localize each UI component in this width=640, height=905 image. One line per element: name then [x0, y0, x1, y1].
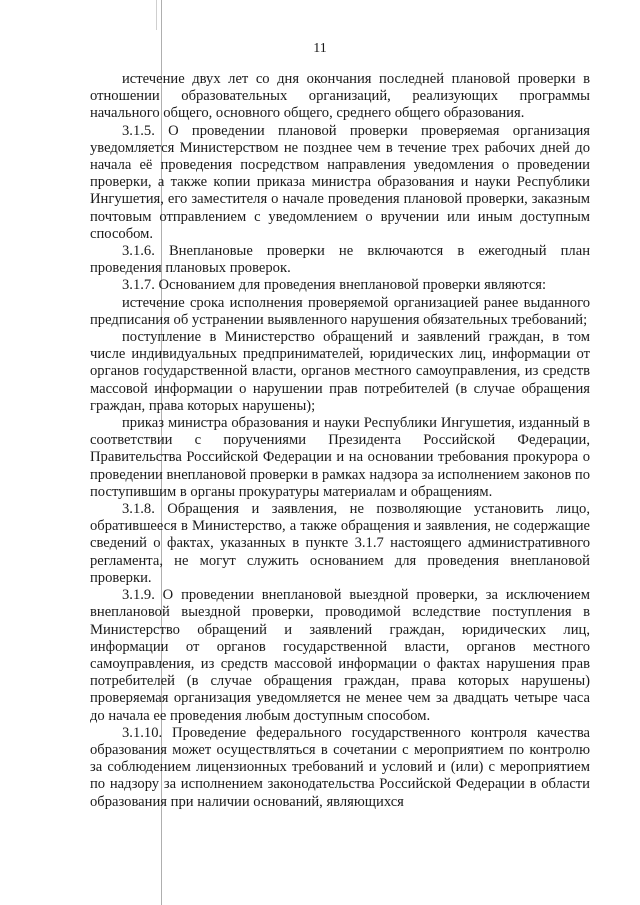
paragraph-3-1-7: 3.1.7. Основанием для проведения внеплановой проверки являются: — [122, 277, 547, 294]
paragraph-3-1-5: 3.1.5. О проведении плановой проверки проверяемая организация уведомляется Министерством не позднее чем в течение трех рабочих дней до начала её проведения посредством направления уведомления о проведении проверки, а также копии приказа министра образования и науки Республики Ингушетия, его заместителя о начале проведения плановой проверки, заказным почтовым отправлением с уведомлением о вручении или иным доступным способом. — [90, 122, 590, 242]
paragraph-3-1-9: 3.1.9. О проведении внеплановой выездной проверки, за исключением внеплановой выездной проверки, проводимой вследствие поступления в Министерство обращений и заявлений граждан, юридических лиц, информации от органов государственной власти, органов местного самоуправления, из средств массовой информации о фактах нарушения прав потребителей (в случае обращения граждан, права которых нарушены) проверяемая организация уведомляется не менее чем за двадцать четыре часа до начала ее проведения любым доступным способом. — [90, 587, 590, 724]
document-body — [90, 71, 590, 811]
paragraph-3-1-8: 3.1.8. Обращения и заявления, не позволяющие установить лицо, обратившееся в Министерство, а также обращения и заявления, не содержащие сведений о фактах, указанных в пункте 3.1.7 настоящего административного регламента, не могут служить основанием для проведения внеплановой проверки. — [90, 501, 590, 586]
paragraph-3-1-6: 3.1.6. Внеплановые проверки не включаются в ежегодный план проведения плановых проверок. — [90, 243, 590, 277]
paragraph-3-1-7-item-2: поступление в Министерство обращений и заявлений граждан, в том числе индивидуальных предпринимателей, юридических лиц, информации от органов государственной власти, органов местного самоуправления, из средств массовой информации о нарушении прав потребителей (в случае обращения граждан, права которых нарушены); — [90, 329, 590, 414]
paragraph-continuation: истечение двух лет со дня окончания последней плановой проверки в отношении образовательных организаций, реализующих программы начального общего, основного общего, среднего общего образования. — [90, 71, 590, 122]
scan-artifact-line-top — [156, 0, 157, 30]
paragraph-3-1-7-item-1: истечение срока исполнения проверяемой организацией ранее выданного предписания об устранении выявленного нарушения обязательных требований; — [90, 294, 590, 328]
paragraph-3-1-10: 3.1.10. Проведение федерального государственного контроля качества образования может осуществляться в сочетании с мероприятием по контролю за соблюдением лицензионных требований и условий и (или) с мероприятием по надзору за исполнением законодательства Российской Федерации в области образования при наличии оснований, являющихся — [90, 724, 590, 810]
page-number: 11 — [313, 41, 327, 56]
paragraph-3-1-7-item-3: приказ министра образования и науки Республики Ингушетия, изданный в соответствии с поручениями Президента Российской Федерации, Правительства Российской Федерации и на основании требования прокурора о проведении внеплановой проверки в рамках надзора за исполнением законов по поступившим в органы прокуратуры материалам и обращениям. — [90, 415, 590, 500]
